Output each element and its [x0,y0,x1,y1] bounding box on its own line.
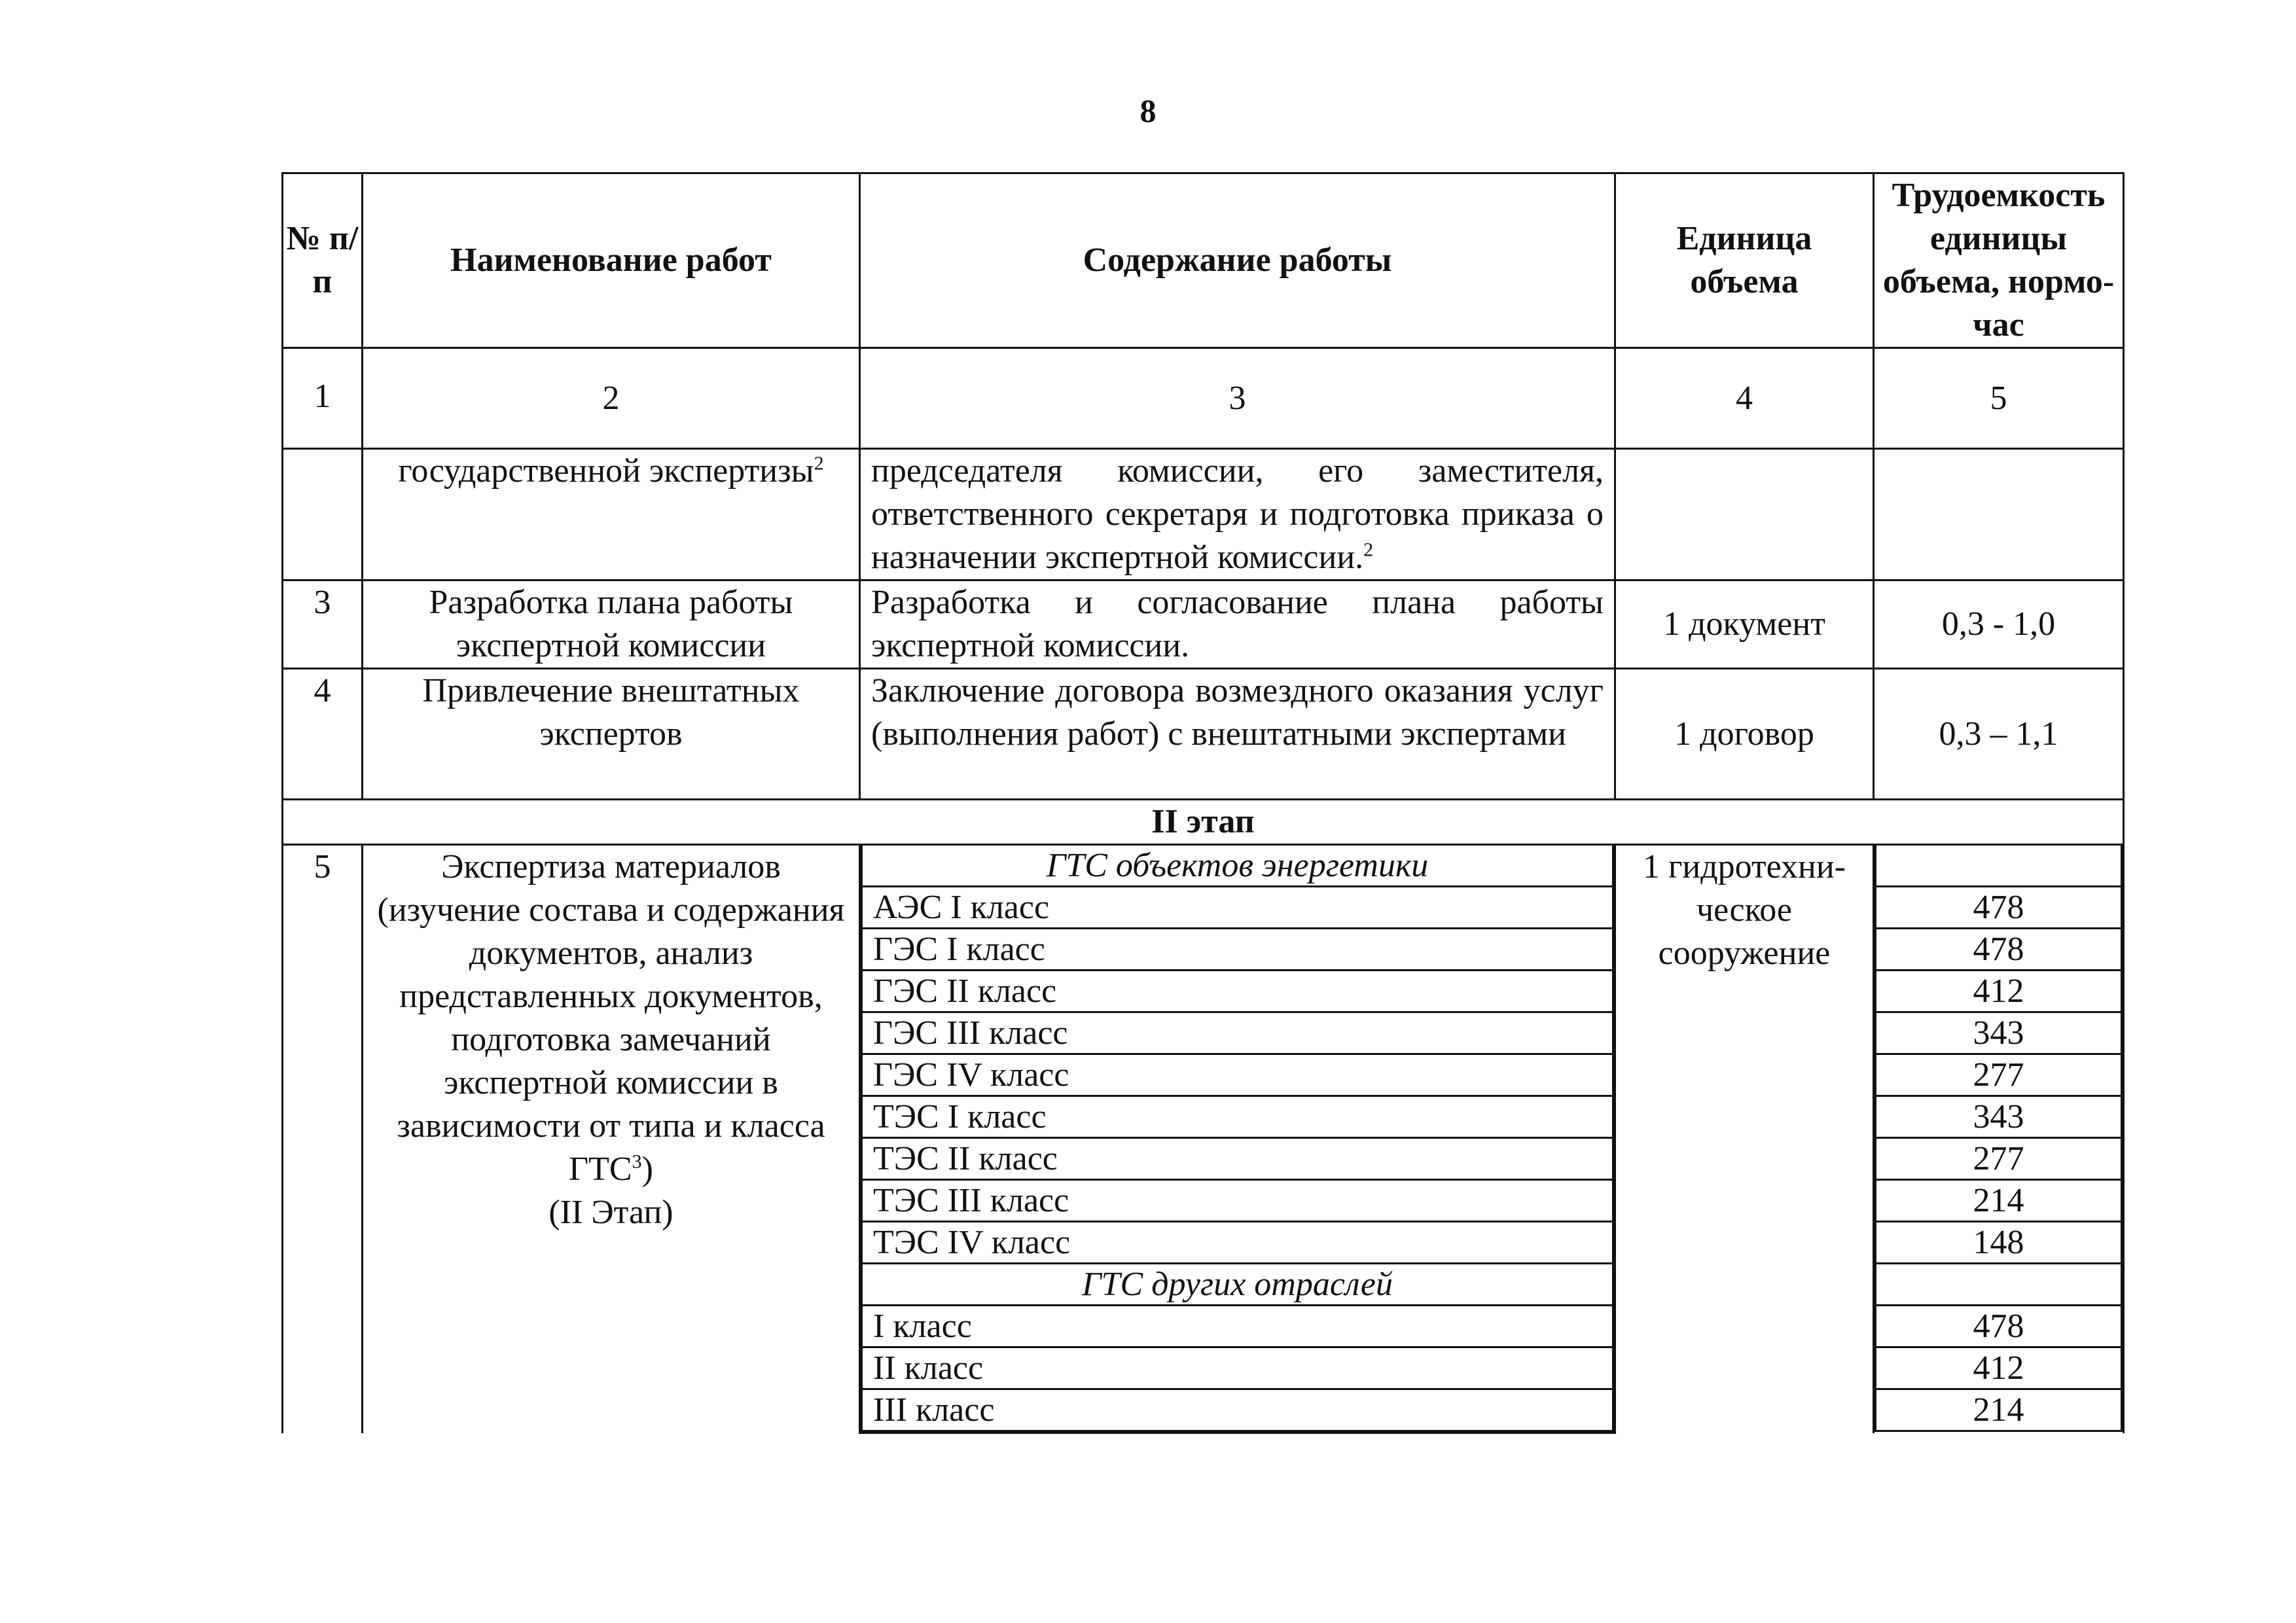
row-unit: 1 договор [1615,669,1874,800]
class-label: III класс [862,1389,1613,1431]
header-content: Содержание работы [860,173,1615,348]
labor-value-row [1876,887,2122,929]
header-labor: Трудоемкость единицы объема, нормо-час [1874,173,2124,348]
header-name: Наименование работ [363,173,860,348]
stage-label: II этап [283,800,2124,845]
class-group-label: ГТС объектов энергетики [862,846,1613,887]
row-name: Привлечение внештатных экспертов [363,669,860,800]
class-row [862,1306,1613,1347]
class-row [862,929,1613,971]
labor-value: 343 [1876,1012,2122,1054]
row-labor: 0,3 - 1,0 [1874,580,2124,669]
class-row [862,1222,1613,1264]
class-label: ГЭС I класс [862,929,1613,971]
labor-value: 214 [1876,1180,2122,1222]
row-num: 3 [283,580,363,669]
labor-values [1874,846,2123,1432]
footnote-mark: 2 [1363,539,1374,561]
class-row [862,1012,1613,1054]
labor-value: 478 [1876,887,2122,929]
class-row [862,971,1613,1012]
column-number-row [283,348,2124,449]
class-label: ГЭС III класс [862,1012,1613,1054]
class-label: ТЭС IV класс [862,1222,1613,1264]
labor-value [1876,846,2122,887]
column-number: 2 [363,348,860,449]
class-group-row [862,1264,1613,1306]
row-name: Экспертиза материалов (изучение состава и содержания документов, анализ представленных документов, подготовка замечаний экспертной комиссии в зависимости от типа и класса ГТС$^3$) (II Этап) [363,845,860,1433]
labor-value-row [1876,1054,2122,1096]
labor-value: 148 [1876,1222,2122,1264]
header-num: № п/п [283,173,363,348]
class-row [862,1096,1613,1138]
header-row [283,173,2124,348]
row-labor: 0,3 – 1,1 [1874,669,2124,800]
class-label: ТЭС I класс [862,1096,1613,1138]
column-number: 5 [1874,348,2124,449]
row-num [283,449,363,580]
class-group-row [862,846,1613,887]
footnote-mark: 3 [632,1150,642,1173]
class-row [862,1389,1613,1431]
row-unit: 1 документ [1615,580,1874,669]
column-number: 1 [283,348,363,449]
class-label: ТЭС II класс [862,1138,1613,1180]
row-content: Разработка и согласование плана работы экспертной комиссии. [860,580,1615,669]
class-label: АЭС I класс [862,887,1613,929]
class-row [862,1054,1613,1096]
row-num: 4 [283,669,363,800]
class-group-label: ГТС других отраслей [862,1264,1613,1306]
table-row [283,669,2124,800]
row-labor [1874,449,2124,580]
column-number: 4 [1615,348,1874,449]
labor-value-row [1876,1389,2122,1431]
row-unit: 1 гидротехни-ческое сооружение [1615,845,1874,1433]
row-labor [1874,845,2124,1433]
labor-value-row [1876,1306,2122,1347]
page-number: 8 [1139,92,1157,129]
row-content [860,845,1615,1433]
class-label: I класс [862,1306,1613,1347]
labor-value: 478 [1876,1306,2122,1347]
row-name: государственной экспертизы$^2$ [363,449,860,580]
labor-value-row [1876,846,2122,887]
header-unit: Единица объема [1615,173,1874,348]
labor-value: 343 [1876,1096,2122,1138]
labor-value-row [1876,929,2122,971]
class-row [862,1347,1613,1389]
row-content: Заключение договора возмездного оказания услуг (выполнения работ) с внештатными экспертами [860,669,1615,800]
stage-5-row [283,845,2124,1433]
labor-value: 478 [1876,929,2122,971]
table-row [283,580,2124,669]
labor-value-row [1876,971,2122,1012]
class-label: II класс [862,1347,1613,1389]
labor-value-row [1876,1012,2122,1054]
class-label: ТЭС III класс [862,1180,1613,1222]
class-label: ГЭС II класс [862,971,1613,1012]
work-table [281,172,2125,1434]
row-content: председателя комиссии, его заместителя, ответственного секретаря и подготовка приказа о назначении экспертной комиссии.$^2$ [860,449,1615,580]
row-num: 5 [283,845,363,1433]
labor-value: 277 [1876,1054,2122,1096]
labor-value: 412 [1876,971,2122,1012]
labor-value: 412 [1876,1347,2122,1389]
class-label: ГЭС IV класс [862,1054,1613,1096]
row-unit [1615,449,1874,580]
class-row [862,1180,1613,1222]
labor-value-row [1876,1138,2122,1180]
labor-value-row [1876,1180,2122,1222]
labor-value-row [1876,1222,2122,1264]
row-name: Разработка плана работы экспертной комиссии [363,580,860,669]
table-row [283,449,2124,580]
stage-row [283,800,2124,845]
labor-value: 214 [1876,1389,2122,1431]
class-list [861,846,1614,1432]
footnote-mark: 2 [814,452,824,474]
labor-value-row [1876,1096,2122,1138]
column-number: 3 [860,348,1615,449]
labor-value-row [1876,1264,2122,1306]
labor-value [1876,1264,2122,1306]
class-row [862,887,1613,929]
labor-value-row [1876,1347,2122,1389]
class-row [862,1138,1613,1180]
labor-value: 277 [1876,1138,2122,1180]
